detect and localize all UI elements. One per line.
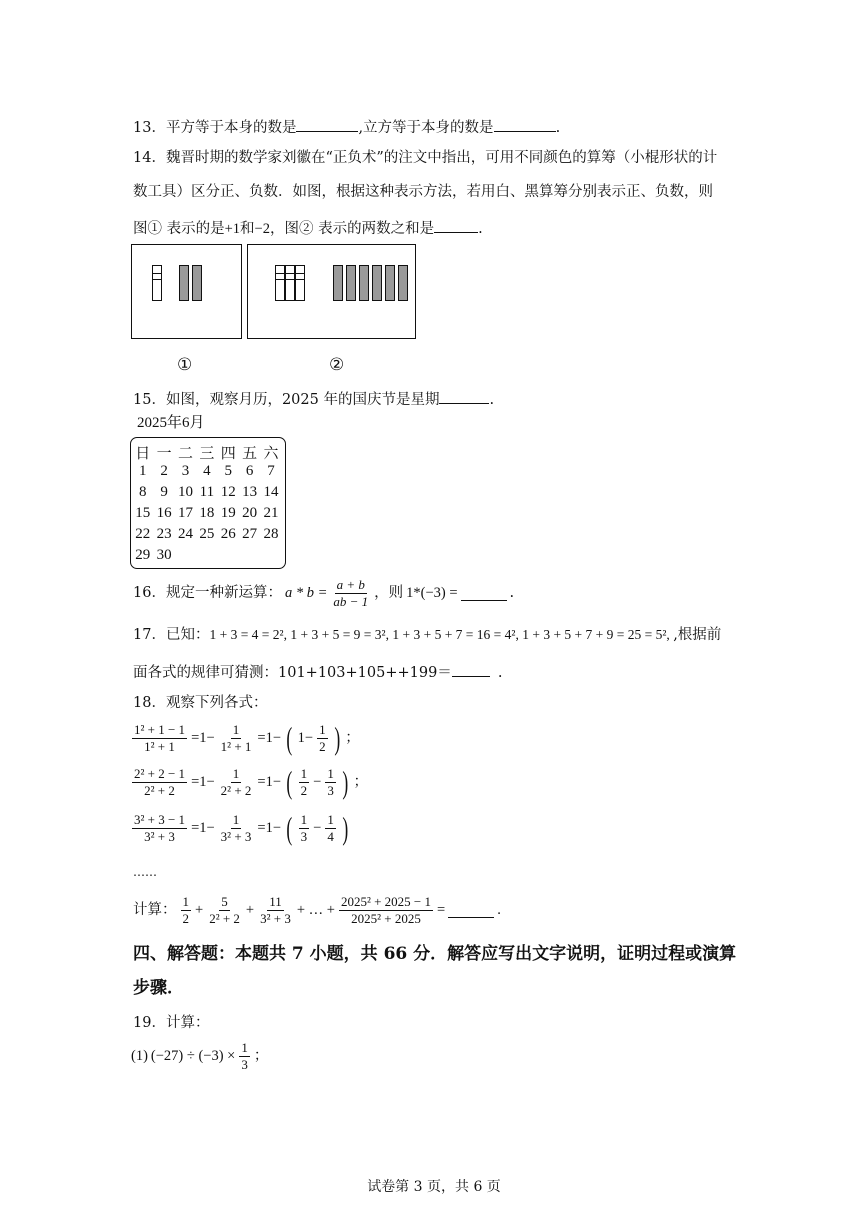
- white-rod: [275, 265, 285, 301]
- calendar-day: 30: [156, 547, 172, 563]
- calendar-day: 29: [135, 547, 151, 563]
- calendar-day: 20: [242, 505, 258, 521]
- q18-equation-1: $\frac{\text{1² + 1 − 1}}{\text{1² + 1}}$ =1− $\frac{1}{\text{1² + 1}}$ =1− ( 1− $\frac{1}{2}$ ) ；: [134, 720, 360, 756]
- black-rod: [372, 265, 382, 301]
- calendar-day: 21: [263, 505, 279, 521]
- calendar-day: 26: [220, 526, 236, 542]
- calendar-day: 22: [135, 526, 151, 542]
- calendar-day: 1: [138, 463, 147, 479]
- black-rod: [179, 265, 189, 301]
- calendar-day: 27: [242, 526, 258, 542]
- q19-frac-num: 1: [241, 1040, 248, 1055]
- black-rod: [398, 265, 408, 301]
- calendar-title: 2025年6月: [137, 415, 205, 431]
- eq2-frac-a-den: 2: [300, 782, 308, 798]
- calendar-day: 16: [156, 505, 172, 521]
- calendar-weekdays: [132, 442, 282, 463]
- q18-equation-2: $\frac{\text{2² + 2 − 1}}{\text{2² + 2}}$ =1− $\frac{1}{\text{2² + 2}}$ =1− ( $\frac{1}{2}$ − $\frac{1}{3}$ ) ；: [134, 764, 369, 800]
- calendar-day: 17: [177, 505, 193, 521]
- calendar-day: [196, 547, 217, 564]
- calc-term-2-den: 2² + 2: [209, 910, 240, 926]
- calendar: [130, 437, 286, 569]
- eq1-denominator-2: 1² + 1: [220, 738, 252, 754]
- q16-lhs: a * b =: [284, 584, 328, 601]
- q13-blank-2[interactable]: [494, 117, 556, 132]
- q18-calc-label: 计算：: [133, 901, 177, 918]
- calc-last-term-den: 2025² + 2025: [351, 910, 421, 926]
- q16-denominator: ab − 1: [333, 593, 369, 609]
- calc-term-1-num: 1: [182, 894, 189, 909]
- black-rod: [385, 265, 395, 301]
- figure-1-label: ①: [177, 355, 193, 375]
- eq3-frac-a-den: 3: [300, 828, 308, 844]
- q13-text-1: 平方等于本身的数是: [165, 120, 297, 136]
- eq1-end: ；: [345, 729, 360, 746]
- question-15: [133, 389, 494, 408]
- q17-blank[interactable]: [452, 662, 490, 677]
- q14-line-1: 14．魏晋时期的数学家刘徽在“正负术”的注文中指出，可用不同颜色的算筹（小棍形状的计: [133, 150, 718, 166]
- calendar-day: 13: [242, 484, 258, 500]
- calendar-day: 3: [181, 463, 190, 479]
- calendar-day: 12: [220, 484, 236, 500]
- calendar-day: 23: [156, 526, 172, 542]
- weekday-cell: 日: [135, 446, 151, 462]
- calendar-day: 28: [263, 526, 279, 542]
- calendar-day: 5: [224, 463, 232, 479]
- eq1-frac-a-num: 1: [319, 721, 326, 737]
- q14-line-3-text-c: 和: [240, 221, 255, 237]
- weekday-cell: 一: [156, 446, 172, 462]
- calendar-day: 24: [177, 526, 193, 542]
- calendar-day: [175, 547, 196, 564]
- eq2-numerator-2: 1: [232, 765, 240, 781]
- weekday-cell: 四: [220, 446, 236, 462]
- q17-line-2-text: 面各式的规律可猜测：101+103+105++199＝: [133, 665, 452, 681]
- section-4-heading-line-2: 步骤．: [133, 978, 184, 998]
- white-rod: [285, 265, 295, 301]
- eq3-numerator-2: 1: [232, 811, 240, 827]
- calendar-day: 6: [245, 463, 254, 479]
- eq3-frac-b-num: 1: [327, 811, 334, 827]
- q17-line-1: [133, 628, 721, 643]
- section-4-heading-line-1: 四、解答题：本题共 7 小题，共 66 分．解答应写出文字说明，证明过程或演算: [133, 944, 737, 964]
- calendar-day: 7: [267, 463, 275, 479]
- black-rod: [192, 265, 202, 301]
- q18-end: .: [497, 901, 501, 918]
- q18-ellipsis: ……: [133, 865, 157, 879]
- q18-equation-3: $\frac{\text{3² + 3 − 1}}{\text{3² + 3}}$ =1− $\frac{1}{\text{3² + 3}}$ =1− ( $\frac{1}{3}$ − $\frac{1}{4}$ ): [134, 810, 349, 846]
- q17-line-2: [133, 662, 502, 681]
- q14-line-3-text-e: ，图② 表示的两数之和是: [269, 221, 435, 237]
- q14-value-minus2: −2: [254, 221, 270, 237]
- question-16: [133, 578, 514, 608]
- white-rod: [152, 265, 162, 301]
- q16-fraction: [331, 578, 370, 608]
- calc-term-3-den: 3² + 3: [260, 910, 291, 926]
- q13-blank-1[interactable]: [296, 117, 358, 132]
- q13-number: 13．: [133, 120, 166, 136]
- page-footer: 试卷第 3 页，共 6 页: [367, 1179, 501, 1195]
- eq2-end: ；: [353, 773, 369, 790]
- q18-blank[interactable]: [448, 903, 494, 918]
- calendar-week-row: [132, 526, 282, 543]
- q17-end: .: [497, 665, 503, 681]
- q15-end: .: [489, 392, 495, 408]
- q13-text-2: ,立方等于本身的数是: [358, 120, 494, 136]
- q16-mid-text: ，则: [374, 584, 404, 601]
- calc-term-2-num: 5: [221, 894, 228, 909]
- q15-text: 15．如图，观察月历，2025 年的国庆节是星期: [133, 392, 440, 408]
- black-rod: [359, 265, 369, 301]
- calendar-day: 2: [160, 463, 168, 479]
- weekday-cell: 六: [263, 446, 279, 462]
- q19-part-1-expression: (−27) ÷ (−3) ×: [150, 1047, 236, 1064]
- question-13: [133, 117, 560, 136]
- calendar-day: 9: [160, 484, 168, 500]
- rod-figure-1: [131, 244, 242, 339]
- calendar-week-row: [132, 547, 282, 564]
- eq2-frac-a-num: 1: [300, 765, 308, 781]
- q14-blank[interactable]: [434, 218, 478, 233]
- q19-frac-den: 3: [241, 1056, 248, 1072]
- eq2-numerator: 2² + 2 − 1: [134, 765, 186, 781]
- calendar-day: 11: [199, 484, 215, 500]
- calendar-week-row: [132, 484, 282, 501]
- q14-value-plus1: +1: [224, 221, 241, 237]
- calendar-day: [260, 547, 281, 564]
- eq1-numerator: 1² + 1 − 1: [134, 721, 186, 737]
- eq1-numerator-2: 1: [232, 721, 240, 737]
- calc-term-3-num: 11: [269, 894, 282, 909]
- eq3-numerator: 3² + 3 − 1: [134, 811, 186, 827]
- q15-blank[interactable]: [439, 389, 489, 404]
- q16-blank[interactable]: [461, 586, 507, 601]
- black-rod: [333, 265, 343, 301]
- calendar-day: 15: [135, 505, 151, 521]
- q16-expression: 1*(−3) =: [406, 584, 458, 601]
- calc-last-term-num: 2025² + 2025 − 1: [340, 894, 432, 909]
- q19-part-1: [131, 1041, 268, 1071]
- q16-text: 16．规定一种新运算：: [133, 584, 282, 601]
- calendar-day: 10: [177, 484, 193, 500]
- q16-numerator: a + b: [336, 577, 365, 592]
- q19-part-1-end: ；: [253, 1047, 269, 1064]
- q18-intro: 18．观察下列各式：: [133, 695, 268, 711]
- eq1-denominator: 1² + 1: [144, 738, 175, 754]
- eq1-frac-a-den: 2: [319, 738, 326, 754]
- calendar-day: 19: [220, 505, 236, 521]
- eq3-denominator: 3² + 3: [144, 828, 175, 844]
- white-rod: [295, 265, 305, 301]
- calendar-day: [218, 547, 239, 564]
- q17-text-c: ,根据前: [673, 627, 722, 643]
- q14-line-2: 数工具）区分正、负数．如图，根据这种表示方法，若用白、黑算筹分别表示正、负数，则: [133, 184, 713, 200]
- calendar-day: 14: [263, 484, 279, 500]
- q19-part-1-label: (1): [131, 1047, 148, 1064]
- q18-calculation: 计算： $\frac{1}{2}$ + $\frac{5}{\text{2² + 2}}$ + $\frac{11}{\text{3² + 3}}$ + … + $\frac{\text{2025² + 2025 − 1}}{\text{2025² + 2025}}$ = .: [133, 894, 501, 926]
- black-rod: [346, 265, 356, 301]
- figure-2-label: ②: [329, 355, 345, 375]
- q17-equations: 1 + 3 = 4 = 2², 1 + 3 + 5 = 9 = 3², 1 + 3 + 5 + 7 = 16 = 4², 1 + 3 + 5 + 7 + 9 = 25 = 5²,: [209, 627, 674, 642]
- calendar-week-row: [132, 505, 282, 522]
- eq2-frac-b-num: 1: [327, 765, 334, 781]
- calendar-day: 4: [203, 463, 211, 479]
- calc-dots: + … +: [296, 901, 335, 918]
- eq2-denominator-2: 2² + 2: [220, 782, 252, 798]
- eq2-denominator: 2² + 2: [144, 782, 175, 798]
- weekday-cell: 二: [177, 446, 193, 462]
- calendar-day: 18: [199, 505, 215, 521]
- calendar-week-row: [132, 463, 282, 480]
- q14-line-3-text-a: 图① 表示的是: [133, 221, 225, 237]
- calendar-day: [239, 547, 260, 564]
- q14-end: .: [478, 221, 483, 237]
- question-19: 19．计算：: [133, 1015, 210, 1031]
- q13-end: .: [555, 120, 561, 136]
- calendar-day: 8: [138, 484, 147, 500]
- q17-text-a: 17．已知：: [133, 627, 210, 643]
- q14-line-3: [133, 218, 483, 237]
- weekday-cell: 三: [199, 446, 215, 462]
- eq3-frac-a-num: 1: [300, 811, 308, 827]
- calendar-day: 25: [199, 526, 215, 542]
- eq3-frac-b-den: 4: [327, 828, 334, 844]
- q16-end: .: [509, 584, 515, 601]
- rod-figure-2: [247, 244, 416, 339]
- eq3-denominator-2: 3² + 3: [220, 828, 252, 844]
- weekday-cell: 五: [242, 446, 258, 462]
- eq2-frac-b-den: 3: [327, 782, 334, 798]
- calc-term-1-den: 2: [182, 910, 189, 926]
